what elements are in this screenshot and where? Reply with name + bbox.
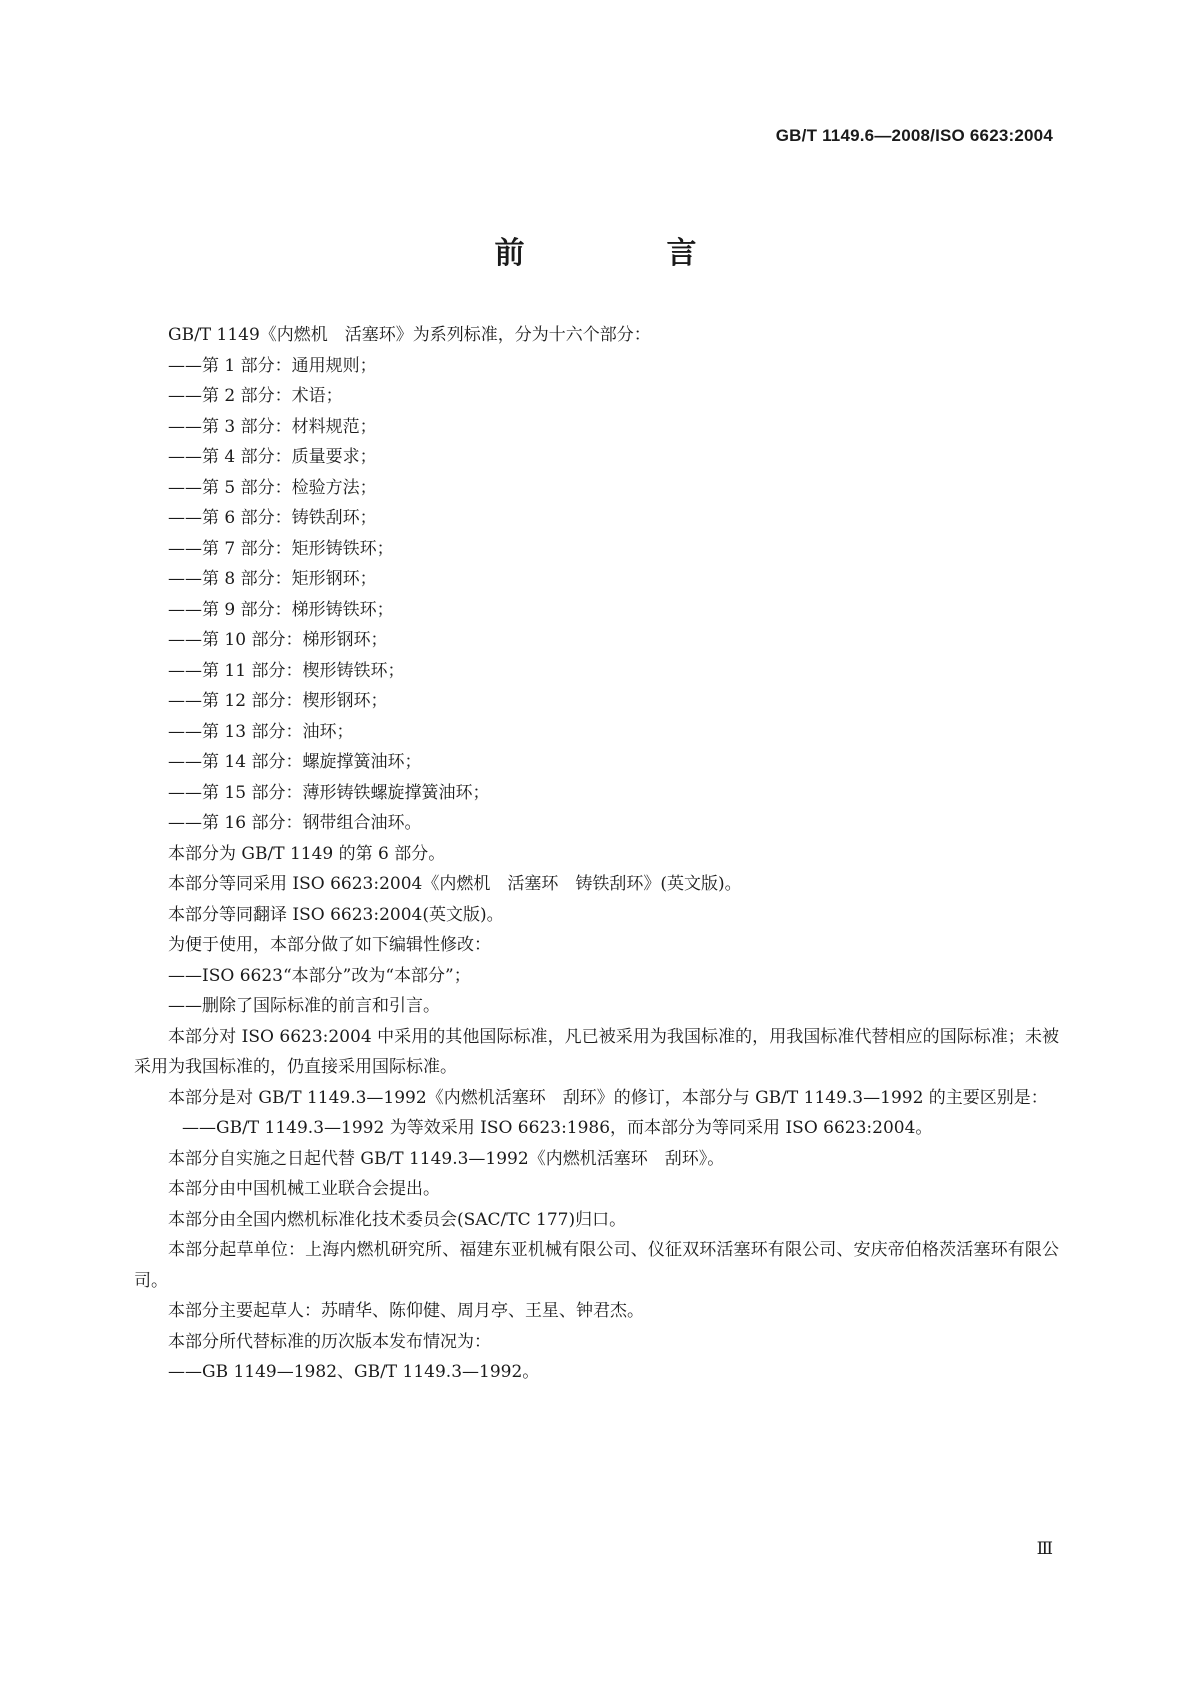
other-standards-statement: 本部分对 ISO 6623:2004 中采用的其他国际标准，凡已被采用为我国标准的，用我国标准代替相应的国际标准；未被采用为我国标准的，仍直接采用国际标准。 — [134, 1026, 1059, 1077]
foreword-body — [134, 320, 1059, 1388]
proposed-by-statement: 本部分由中国机械工业联合会提出。 — [168, 1179, 440, 1199]
part-of-statement: 本部分为 GB/T 1149 的第 6 部分。 — [168, 843, 446, 864]
adoption-statement: 本部分等同采用 ISO 6623:2004《内燃机 活塞环 铸铁刮环》(英文版)。 — [168, 874, 742, 894]
page-title: 前 言 — [494, 236, 753, 271]
translation-statement: 本部分等同翻译 ISO 6623:2004(英文版)。 — [168, 904, 504, 925]
history-item: ——GB 1149—1982、GB/T 1149.3—1992。 — [168, 1362, 540, 1382]
part-item: ——第 8 部分：矩形钢环； — [168, 569, 377, 589]
managed-by-statement: 本部分由全国内燃机标准化技术委员会(SAC/TC 177)归口。 — [168, 1209, 627, 1230]
standard-code-header: GB/T 1149.6—2008/ISO 6623:2004 — [775, 126, 1053, 145]
parts-list — [134, 351, 1059, 839]
part-item: ——第 4 部分：质量要求； — [168, 447, 377, 467]
edits-intro: 为便于使用，本部分做了如下编辑性修改： — [168, 935, 491, 955]
part-item: ——第 14 部分：螺旋撑簧油环； — [168, 752, 422, 772]
drafters-statement: 本部分主要起草人：苏晴华、陈仰健、周月亭、王星、钟君杰。 — [168, 1301, 644, 1321]
part-item: ——第 2 部分：术语； — [168, 386, 343, 406]
edit-item: ——删除了国际标准的前言和引言。 — [168, 996, 440, 1016]
part-item: ——第 11 部分：楔形铸铁环； — [168, 660, 405, 681]
replaces-statement: 本部分自实施之日起代替 GB/T 1149.3—1992《内燃机活塞环 刮环》。 — [168, 1148, 725, 1169]
part-item: ——第 6 部分：铸铁刮环； — [168, 508, 377, 528]
difference-item: ——GB/T 1149.3—1992 为等效采用 ISO 6623:1986，而本部分为等同采用 ISO 6623:2004。 — [182, 1118, 933, 1138]
part-item: ——第 3 部分：材料规范； — [168, 416, 377, 437]
edit-item: ——ISO 6623“本部分”改为“本部分”； — [168, 965, 471, 986]
part-item: ——第 1 部分：通用规则； — [168, 355, 377, 376]
part-item: ——第 13 部分：油环； — [168, 721, 354, 742]
series-intro: GB/T 1149《内燃机 活塞环》为系列标准，分为十六个部分： — [168, 325, 651, 345]
part-item: ——第 5 部分：检验方法； — [168, 477, 377, 498]
part-item: ——第 16 部分：钢带组合油环。 — [168, 813, 422, 833]
revision-statement: 本部分是对 GB/T 1149.3—1992《内燃机活塞环 刮环》的修订，本部分与 GB/T 1149.3—1992 的主要区别是： — [168, 1087, 1048, 1108]
part-item: ——第 12 部分：楔形钢环； — [168, 691, 388, 711]
part-item: ——第 10 部分：梯形钢环； — [168, 630, 388, 650]
part-item: ——第 7 部分：矩形铸铁环； — [168, 538, 394, 559]
part-item: ——第 9 部分：梯形铸铁环； — [168, 599, 394, 620]
part-item: ——第 15 部分：薄形铸铁螺旋撑簧油环； — [168, 782, 490, 803]
drafting-units-statement: 本部分起草单位：上海内燃机研究所、福建东亚机械有限公司、仪征双环活塞环有限公司、安庆帝伯格茨活塞环有限公司。 — [134, 1240, 1059, 1291]
page-number: Ⅲ — [1036, 1539, 1053, 1559]
history-intro: 本部分所代替标准的历次版本发布情况为： — [168, 1331, 491, 1352]
